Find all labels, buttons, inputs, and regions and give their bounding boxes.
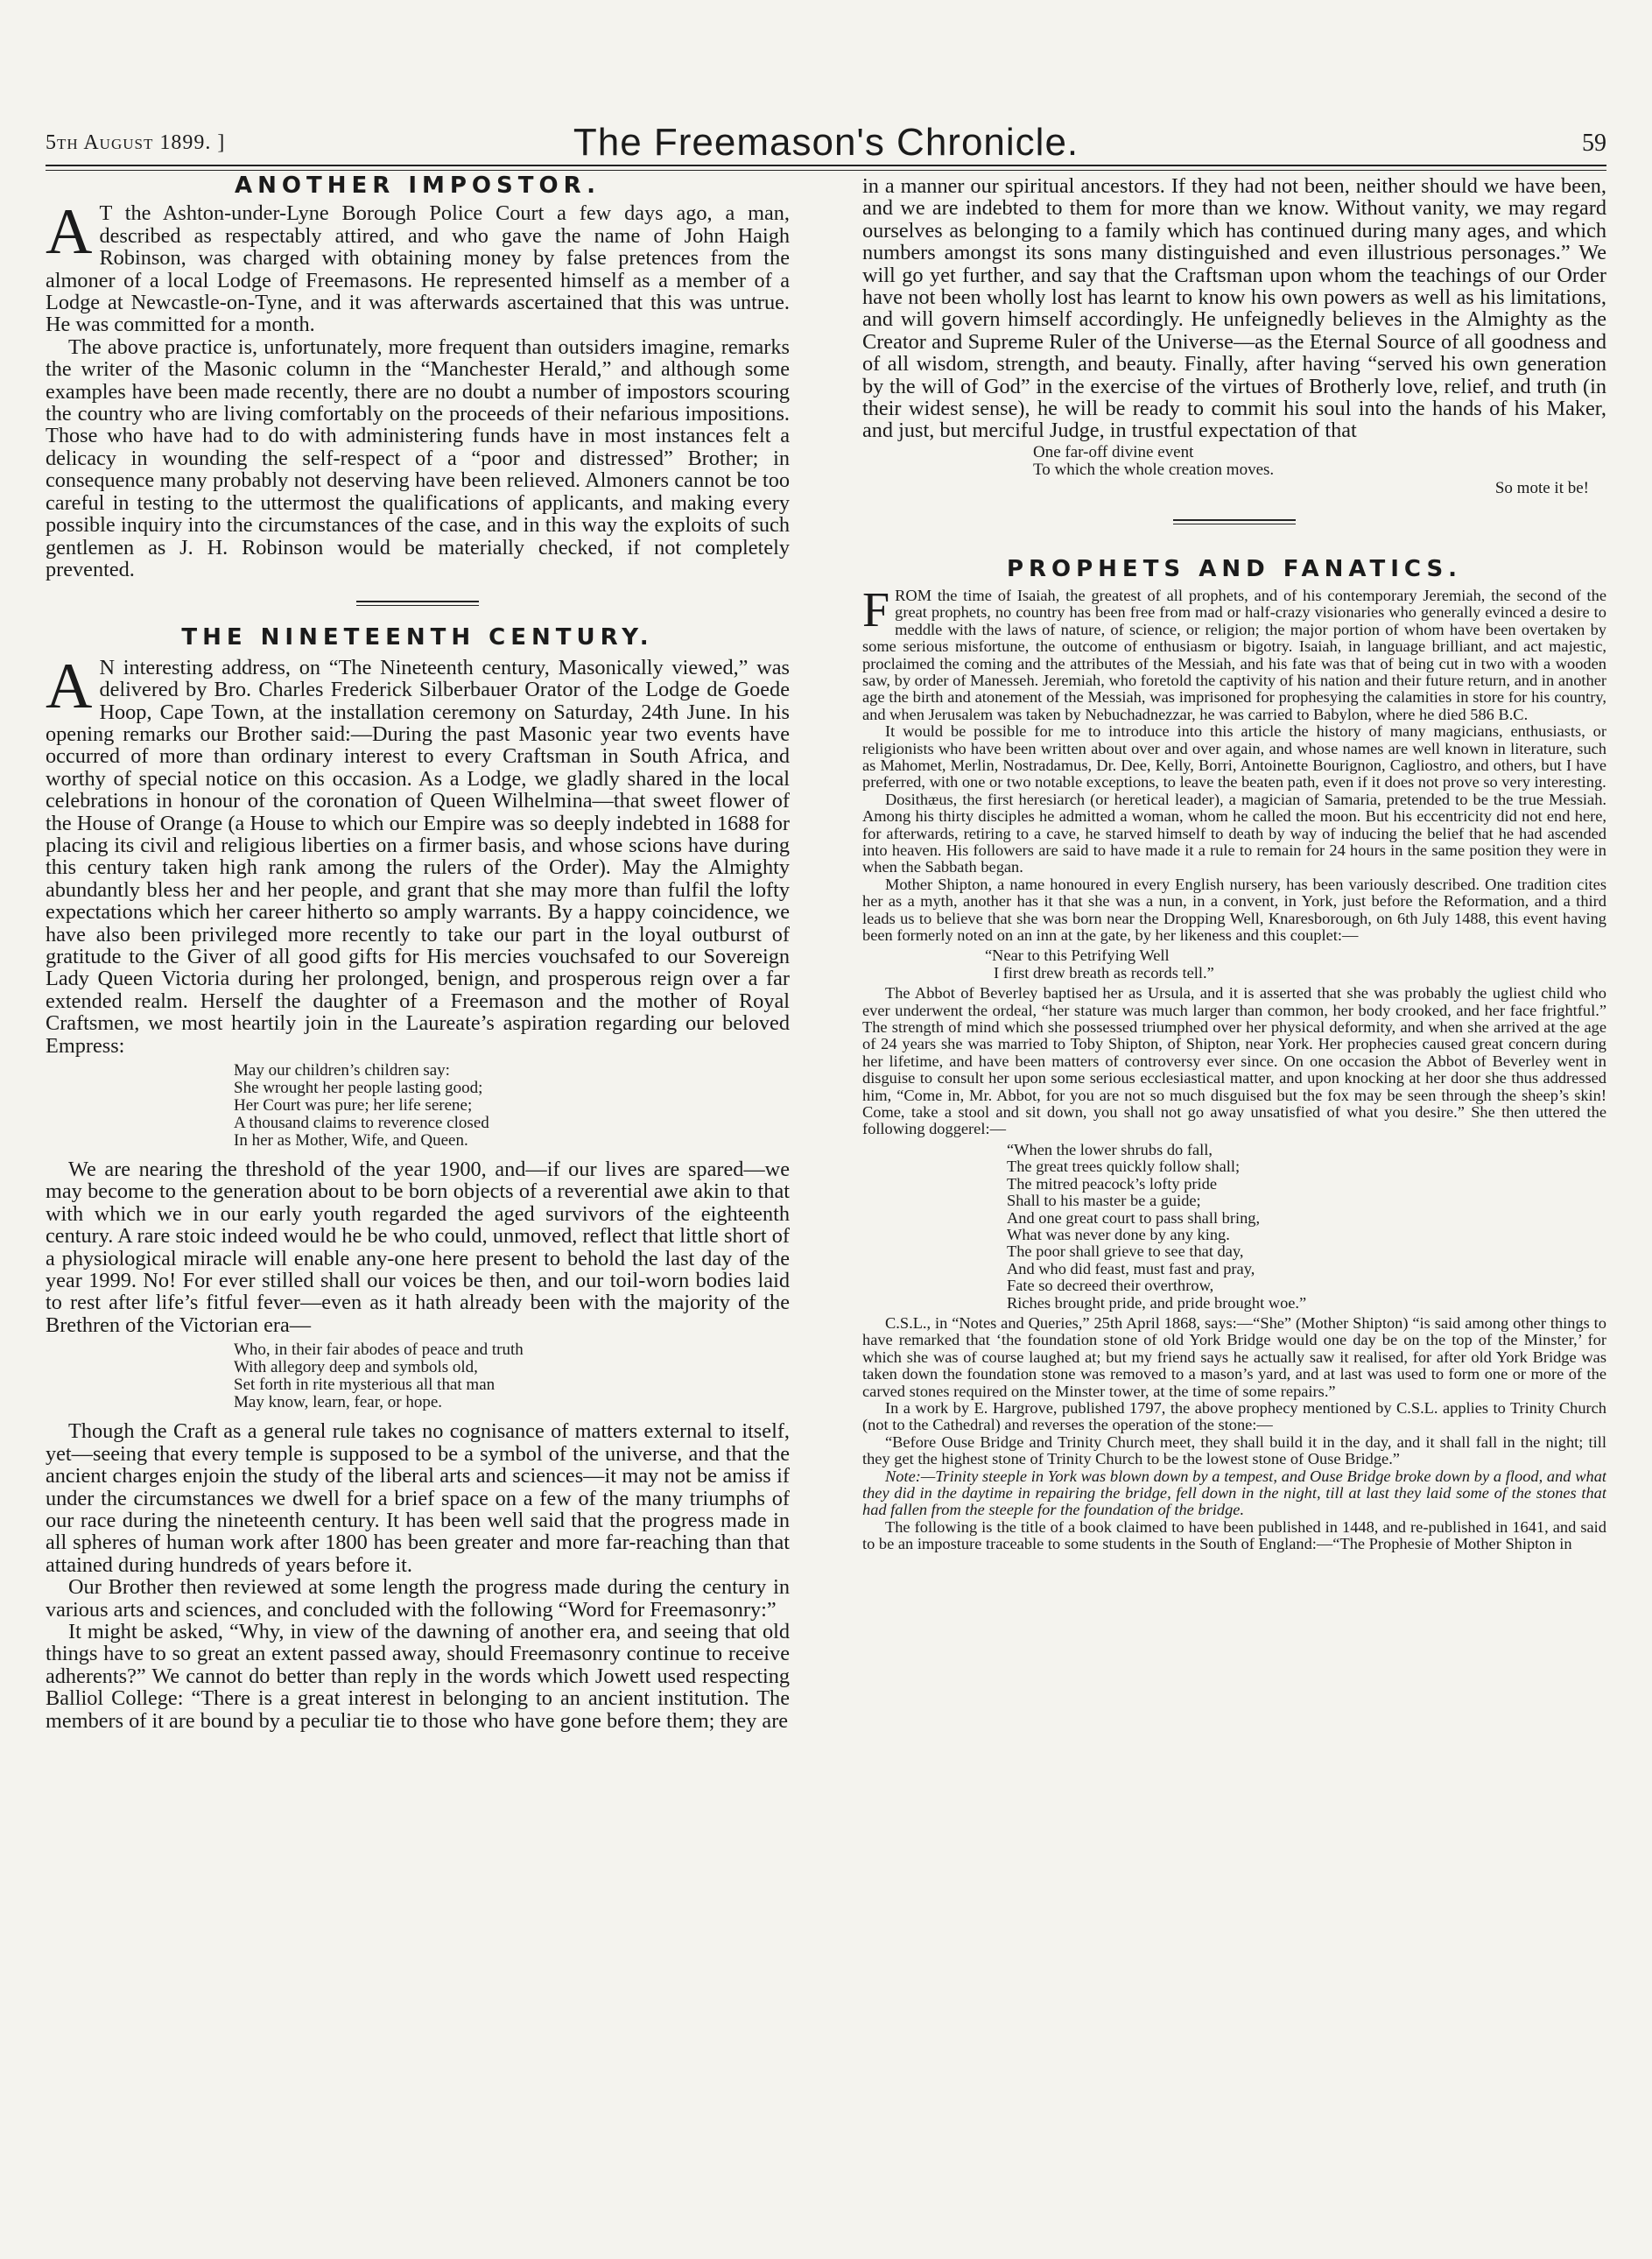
impostor-para-1-text: T the Ashton-under-Lyne Borough Police Court a few days ago, a man, described as respectably attired, and who gave the name of John Haigh Robinson, was charged with obtaining money by false pretences from the almoner of a local Lodge of Freemasons. He represented himself as a member of a Lodge at Newcastle-on-Tyne, and it was afterwards ascertained that this was untrue. He was committed for a month. xyxy=(46,201,790,337)
doggerel-line: Fate so decreed their overthrow, xyxy=(1007,1277,1214,1295)
dropcap-a: A xyxy=(46,196,93,269)
doggerel-line: And one great court to pass shall bring, xyxy=(1007,1208,1261,1227)
century-para-4: Our Brother then reviewed at some length the progress made during the century in various arts and sciences, and concluded with the following “Word for Freemasonry:” xyxy=(46,1575,790,1622)
doggerel-line: The great trees quickly follow shall; xyxy=(1007,1158,1241,1176)
prophets-para-7: In a work by E. Hargrove, published 1797, the above prophecy mentioned by C.S.L. applies to Trinity Church (not to the Cathedral) and reverses the operation of the stone:— xyxy=(862,1398,1606,1434)
petrifying-well-couplet xyxy=(985,947,1606,982)
century-para-6: in a manner our spiritual ancestors. If they had not been, neither should we have been, and we are indebted to them for more than we know. Without vanity, we may regard ourselves as belonging to a family which has continued during many ages, and which numbers amongst its sons many distinguished and even illustrious personages.” We will go yet further, and say that the Craftsman upon whom the teachings of our Order have not been wholly lost has learnt to know his own powers as well as his limitations, and will govern himself accordingly. He unfeignedly believes in the Almighty as the Creator and Supreme Ruler of the Universe—as the Eternal Source of all goodness and of all wisdom, strength, and beauty. Finally, after having “served his own generation by the will of God” in the exercise of the virtues of Brotherly love, relief, and truth (in their widest sense), he will be ready to commit his soul into the hands of his Maker, and just, but merciful Judge, in trustful expectation of that xyxy=(862,175,1606,443)
doggerel-line: And who did feast, must fast and pray, xyxy=(1007,1259,1255,1277)
column-right xyxy=(862,175,1606,2241)
heading-prophets-fanatics: PROPHETS AND FANATICS. xyxy=(1006,555,1463,582)
poem-line: She wrought her people lasting good; xyxy=(234,1079,483,1098)
couplet-line: I first drew breath as records tell.” xyxy=(994,963,1214,982)
signoff: So mote it be! xyxy=(1494,478,1589,497)
heading-another-impostor: ANOTHER IMPOSTOR. xyxy=(235,175,601,199)
century-para-1 xyxy=(46,650,790,1058)
prophets-para-6: C.S.L., in “Notes and Queries,” 25th April 1868, says:—“She” (Mother Shipton) “is said among other things to have remarked that ‘the foundation stone of old York Bridge would one day be on the top of the Minster,’ for which she was of course laughed at; but my friend says he actually saw it realised, for after old York Bridge was taken down the foundation stone was removed to a mason’s yard, and at last was used to form one or more of the carved stones required on the Minster tower, at the time of some repairs.” xyxy=(862,1313,1606,1400)
motto-line: One far-off divine event xyxy=(1033,442,1194,461)
couplet-line: “Near to this Petrifying Well xyxy=(985,947,1170,965)
poem-brethren xyxy=(234,1341,790,1411)
doggerel-line: What was never done by any king. xyxy=(1007,1225,1230,1243)
prophets-para-1 xyxy=(862,582,1606,723)
poem-line: May our children’s children say: xyxy=(234,1061,450,1080)
header-rule xyxy=(46,165,1606,171)
impostor-para-1 xyxy=(46,196,790,337)
prophets-para-3: Dosithæus, the first heresiarch (or heretical leader), a magician of Samaria, pretended to be the true Messiah. Among his thirty disciples he admitted a woman, whom he called the moon. But his eccentricity did not end here, for afterwards, retiring to a cave, he starved himself to death by way of inducing the belief that he had ascended into heaven. His followers are said to have made it a rule to remain for 24 hours in the same position they were in when the Sabbath began. xyxy=(862,790,1606,876)
motto-line: To which the whole creation moves. xyxy=(1033,460,1275,479)
poem-line: May know, learn, fear, or hope. xyxy=(234,1393,443,1412)
century-para-2: We are nearing the threshold of the year 1900, and—if our lives are spared—we may become to the generation about to be born objects of a reverential awe akin to that with which we in our early youth regarded the aged survivors of the eighteenth century. A rare stoic indeed would he be who could, unmoved, reflect that little short of a physiological miracle will enable any-one here present to behold the last day of the year 1999. No! For ever stilled shall our voices be then, and our toil-worn bodies laid to rest after life’s fitful fever—even as it hath already been with the majority of the Brethren of the Victorian era— xyxy=(46,1158,790,1337)
prophets-para-9: Note:—Trinity steeple in York was blown down by a tempest, and Ouse Bridge broke down by a flood, and what they did in the daytime in repairing the bridge, fell down in the night, till at last they laid some of the stones that had fallen from the steeple for the foundation of the bridge. xyxy=(862,1467,1606,1519)
doggerel-verse xyxy=(1007,1142,1606,1312)
prophets-para-10: The following is the title of a book claimed to have been published in 1448, and re-published in 1641, and said to be an imposture traceable to some students in the South of England:—“The Prophesie of Mother Shipton in xyxy=(862,1517,1606,1553)
motto-lines xyxy=(1033,444,1606,479)
prophets-para-5: The Abbot of Beverley baptised her as Ursula, and it is asserted that she was probably the ugliest child who ever underwent the ordeal, “her stature was much larger than common, her body crooked, and her face frightful.” The strength of mind which she possessed triumphed over her physical deformity, and when she arrived at the age of 24 years she was married to Toby Shipton, of Shipton, near York. Her prophecies caused great concern during her lifetime, and have been matters of controversy ever since. On one occasion the Abbot of Beverley went in disguise to consult her upon some serious ecclesiastical matter, and upon knocking at her door she thus addressed him, “Come in, Mr. Abbot, for you are not so much disguised but the fox may be seen through the sheep’s skin! Come, take a stool and sit down, you shall not go away unsatisfied of what you desire.” She then uttered the following doggerel:— xyxy=(862,984,1606,1138)
doggerel-line: The mitred peacock’s lofty pride xyxy=(1007,1174,1218,1193)
century-para-1-text: N interesting address, on “The Nineteenth century, Masonically viewed,” was delivered by Bro. Charles Frederick Silberbauer Orator of the Lodge de Goede Hoop, Cape Town, at the installation ceremony on Saturday, 24th June. In his opening remarks our Brother said:—During the past Masonic year two events have occurred of more than ordinary interest to every Craftsman in South Africa, and worthy of special notice on this occasion. As a Lodge, we gladly shared in the local celebrations in honour of the coronation of Queen Wilhelmina—that sweet flower of the House of Orange (a House to which our Empire was so deeply indebted in 1688 for placing its civil and religious liberties on a firmer basis, and whose scions have during this century taken high rank among the rulers of the Order). May the Almighty abundantly bless her and her people, and grant that she may more than fulfil the lofty expectations which her career hitherto so amply warrants. By a happy coincidence, we have also been privileged more recently to take our part in the loyal outburst of gratitude to the Giver of all good gifts for His mercies vouchsafed to our Sovereign Lady Queen Victoria during her prolonged, benign, and prosperous reign over a far extended realm. Herself the daughter of a Freemason and the mother of Royal Craftsmen, we most heartily join in the Laureate’s aspiration regarding our beloved Empress: xyxy=(46,655,790,1058)
doggerel-line: Riches brought pride, and pride brought woe.” xyxy=(1007,1293,1307,1312)
century-para-5: It might be asked, “Why, in view of the dawning of another era, and seeing that old things have to so great an extent passed away, should Freemasonry continue to receive adherents?” We cannot do better than reply in the words which Jowett used respecting Balliol College: “There is a great interest in belonging to an ancient institution. The members of it are bound by a peculiar tie to those who have gone before them; they are xyxy=(46,1619,790,1733)
poem-line: Her Court was pure; her life serene; xyxy=(234,1096,473,1115)
poem-line: Who, in their fair abodes of peace and truth xyxy=(234,1341,524,1360)
dropcap-f: F xyxy=(862,582,890,637)
poem-line: Set forth in rite mysterious all that man xyxy=(234,1376,496,1395)
prophets-para-8: “Before Ouse Bridge and Trinity Church meet, they shall build it in the day, and it shall fall in the night; till they get the highest stone of Trinity Church to be the lowest stone of Ouse Bridge.” xyxy=(862,1432,1606,1468)
page-header xyxy=(46,121,1606,164)
issue-date: 5th August 1899. ] xyxy=(46,131,226,154)
poem-line: In her as Mother, Wife, and Queen. xyxy=(234,1131,468,1151)
poem-line: With allegory deep and symbols old, xyxy=(234,1358,478,1377)
doggerel-line: Shall to his master be a guide; xyxy=(1007,1192,1201,1210)
poem-line: A thousand claims to reverence closed xyxy=(234,1114,489,1133)
impostor-para-2: The above practice is, unfortunately, more frequent than outsiders imagine, remarks the writer of the Masonic column in the “Manchester Herald,” and although some examples have been made recently, there are no doubt a number of impostors scouring the country who are living comfortably on the proceeds of their nefarious impositions. Those who have had to do with administering funds have in most instances felt a delicacy in wounding the self-respect of a “poor and distressed” Brother; in consequence many probably not deserving have been relieved. Almoners cannot be too careful in testing to the uttermost the qualifications of applicants, and making every possible inquiry into the circumstances of the case, and in this way the exploits of such gentlemen as J. H. Robinson would be materially checked, if not completely prevented. xyxy=(46,334,790,581)
poem-empress xyxy=(234,1062,790,1150)
century-para-3: Though the Craft as a general rule takes no cognisance of matters external to itself, yet—seeing that every temple is supposed to be a symbol of the universe, and that the ancient charges enjoin the study of the liberal arts and sciences—it may not be amiss if under the circumstances we dwell for a brief space on a few of the many triumphs of our race during the nineteenth century. It has been well said that the progress made in all spheres of human work after 1800 has been greater and more far-reaching than that attained during hundreds of years before it. xyxy=(46,1419,790,1577)
column-left xyxy=(46,175,790,2241)
dropcap-a-2: A xyxy=(46,650,93,722)
doggerel-line: “When the lower shrubs do fall, xyxy=(1007,1140,1213,1158)
prophets-para-4: Mother Shipton, a name honoured in every English nursery, has been variously described. One tradition cites her as a myth, another has it that she was a nun, in a convent, in York, just before the Reformation, and a third leads us to believe that she was born near the Dropping Well, Knaresborough, on 6th July 1488, this event having been formerly noted on an inn at the gate, by her likeness and this couplet:— xyxy=(862,875,1606,944)
doggerel-line: The poor shall grieve to see that day, xyxy=(1007,1242,1244,1261)
masthead-title: The Freemason's Chronicle. xyxy=(573,121,1079,164)
prophets-para-1-text: ROM the time of Isaiah, the greatest of all prophets, and of his contemporary Jeremiah, the second of the great prophets, no country has been free from mad or half-crazy visionaries who generally evinced a desire to meddle with the laws of nature, of science, or religion; the major portion of whom have been overtaken by some serious misfortune, the outcome of enthusiasm or bigotry. Isaiah, in language brilliant, and act majestic, proclaimed the coming and the attributes of the Messiah, and his fate was that of being cut in two with a wooden saw, by order of Manesseh. Jeremiah, who foretold the captivity of his nation and their future return, and in another age the birth and atonement of the Messiah, was imprisoned for prophesying the calamities in store for his country, and when Jerusalem was taken by Nebuchadnezzar, he was carried to Babylon, where he died 586 B.C. xyxy=(862,586,1606,723)
heading-nineteenth-century: THE NINETEENTH CENTURY. xyxy=(181,624,654,651)
prophets-para-2: It would be possible for me to introduce into this article the history of many magicians, enthusiasts, or religionists who have been written about over and over again, and whose names are well known in literature, such as Mahomet, Merlin, Nostradamus, Dr. Dee, Kelly, Borri, Antoinette Bourignon, Cagliostro, and others, but I have preferred, with one or two notable exceptions, to leave the beaten path, even if it does not prove so very interesting. xyxy=(862,722,1606,792)
page-number: 59 xyxy=(1582,130,1606,157)
